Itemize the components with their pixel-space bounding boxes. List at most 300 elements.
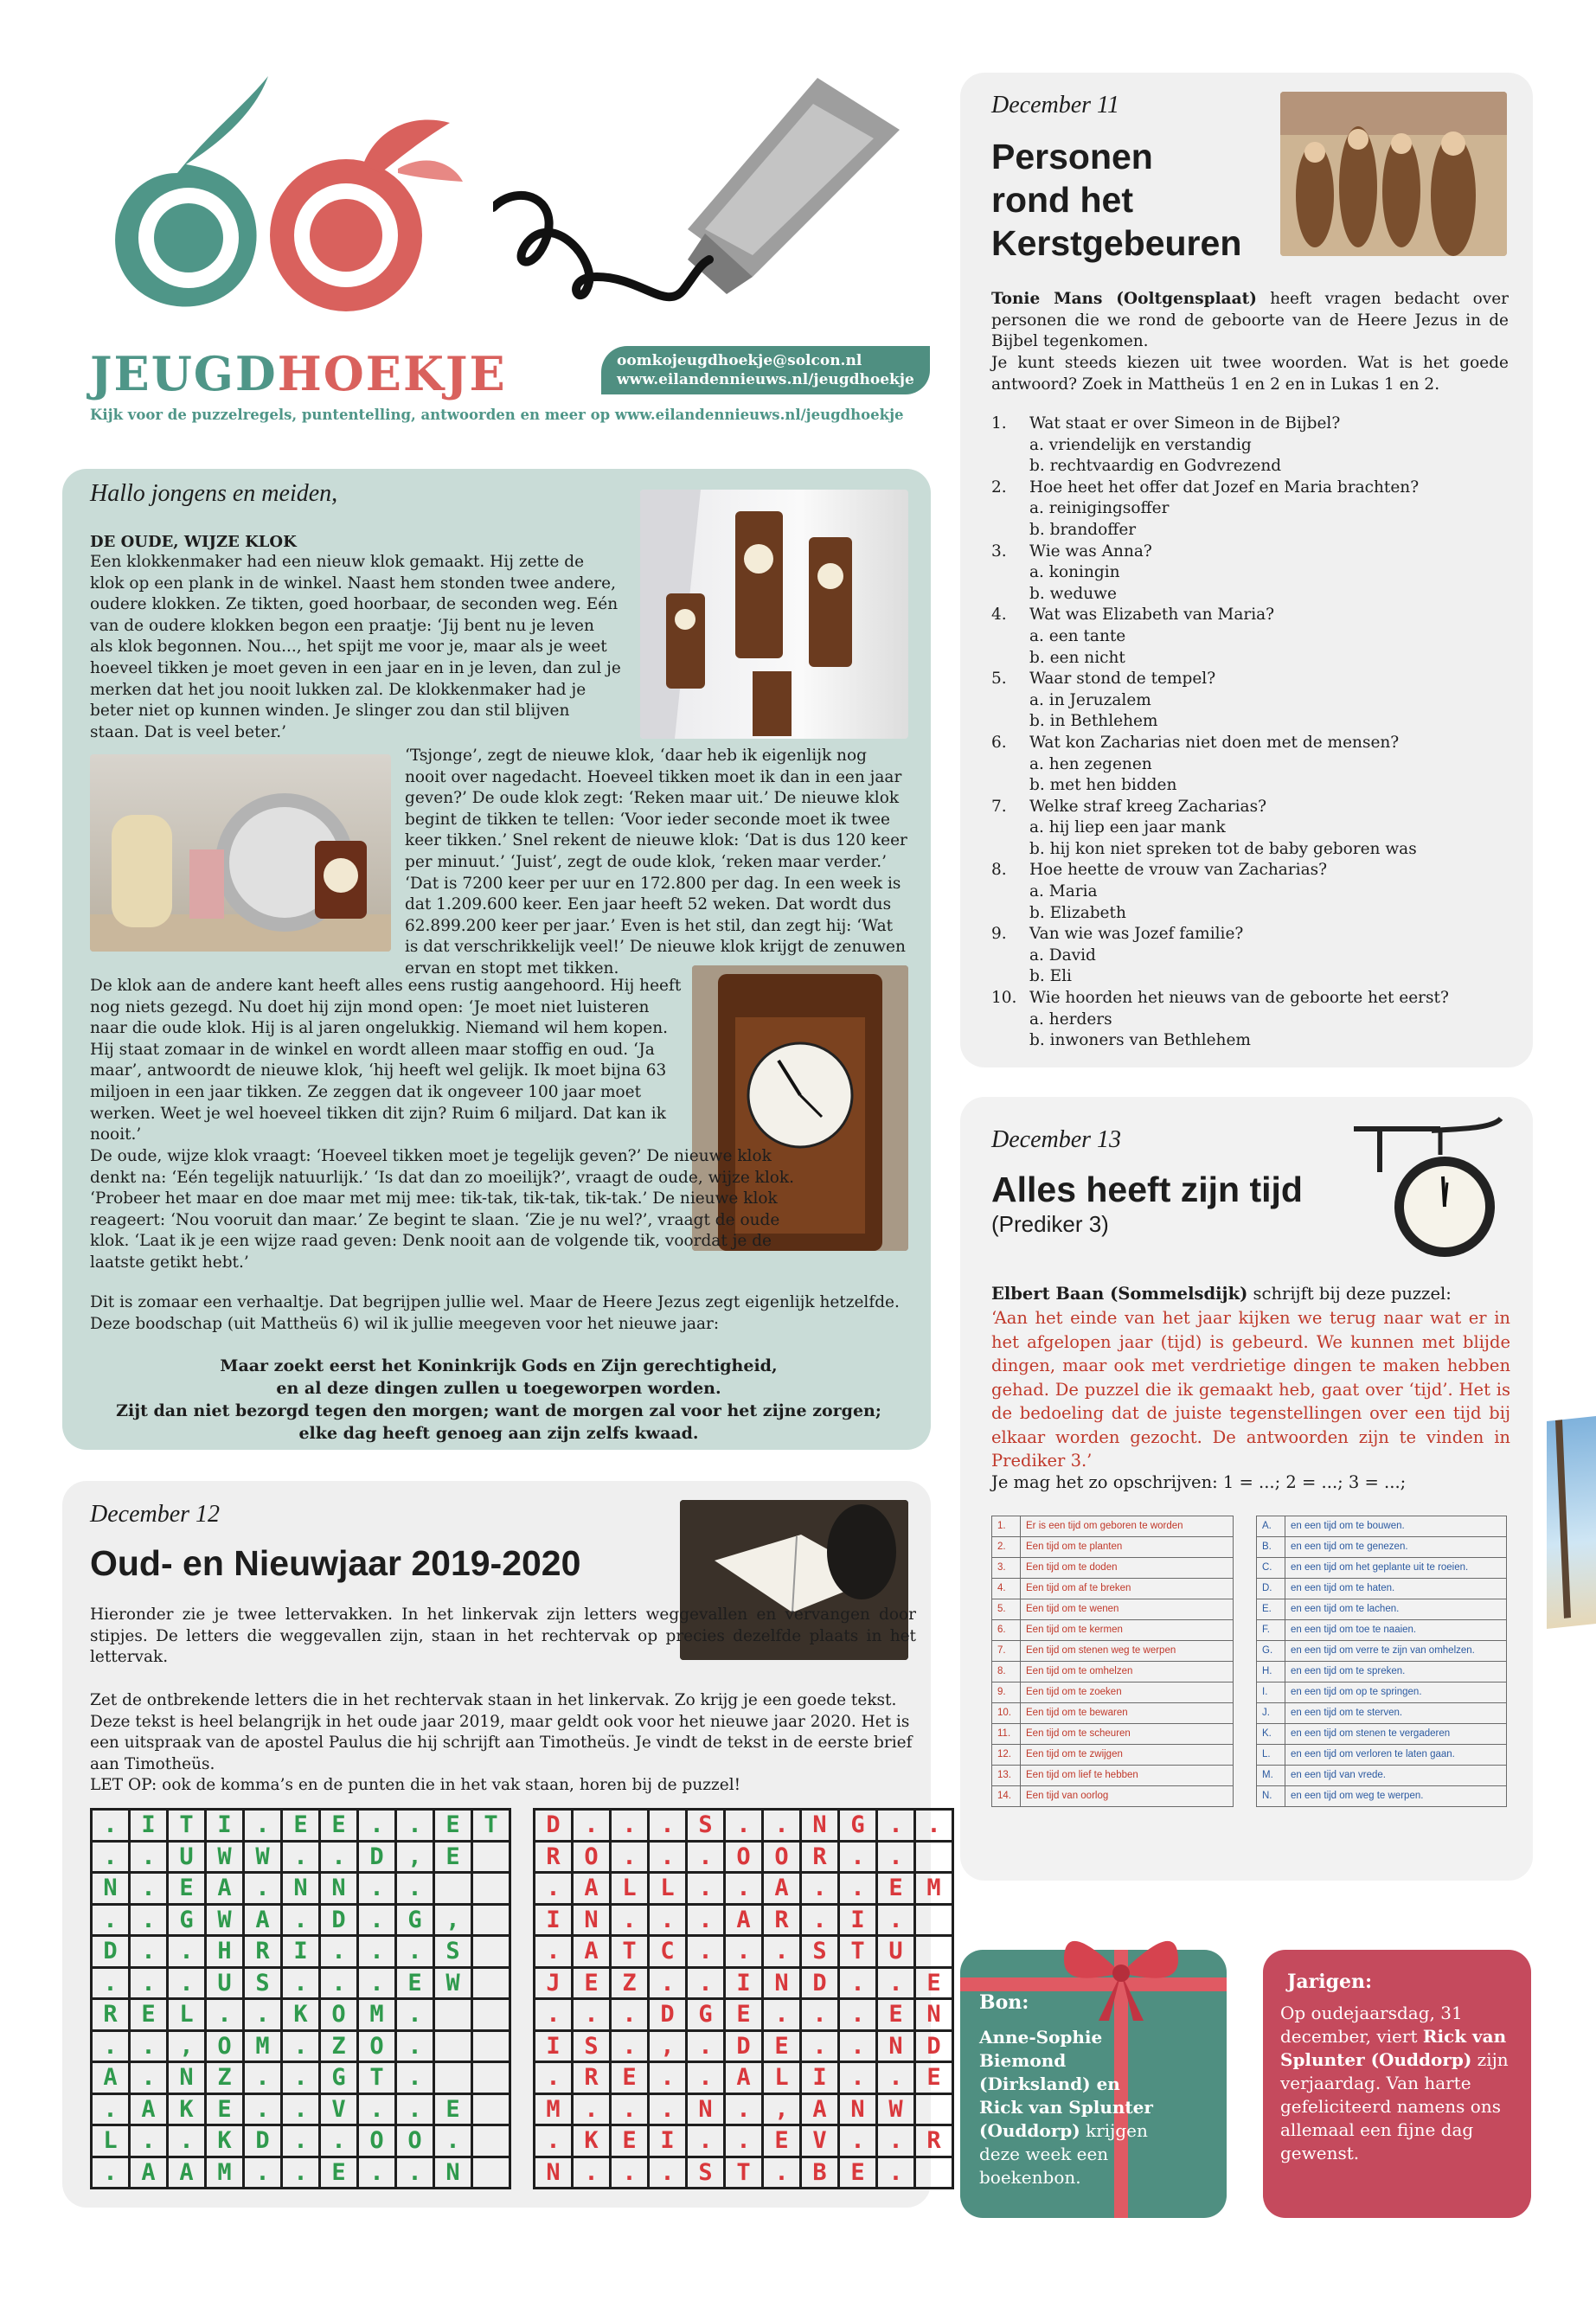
grid-cell[interactable]: . bbox=[130, 1936, 168, 1968]
grid-cell[interactable]: R bbox=[915, 2125, 953, 2157]
grid-cell[interactable] bbox=[915, 1904, 953, 1936]
grid-cell[interactable]: . bbox=[320, 2125, 358, 2157]
grid-cell[interactable]: I bbox=[839, 1904, 877, 1936]
grid-cell[interactable]: A bbox=[168, 2157, 206, 2189]
grid-cell[interactable]: . bbox=[244, 2093, 282, 2125]
grid-cell[interactable]: K bbox=[573, 2125, 611, 2157]
grid-cell[interactable]: K bbox=[206, 2125, 244, 2157]
grid-cell[interactable]: , bbox=[434, 1904, 472, 1936]
time-row-text: Een tijd om af te breken bbox=[1021, 1579, 1234, 1599]
option-b[interactable]: b. Eli bbox=[1029, 967, 1072, 986]
grid-cell[interactable]: . bbox=[801, 2030, 839, 2062]
time-row-text: Een tijd om stenen weg te werpen bbox=[1021, 1641, 1234, 1662]
grid-cell[interactable]: M bbox=[206, 2157, 244, 2189]
grid-cell[interactable]: . bbox=[92, 1841, 130, 1873]
grid-cell[interactable]: . bbox=[358, 1873, 396, 1905]
grid-cell[interactable]: . bbox=[358, 1967, 396, 1999]
grid-cell[interactable]: . bbox=[358, 1904, 396, 1936]
grid-cell[interactable]: . bbox=[611, 1999, 649, 2031]
grid-cell[interactable]: . bbox=[168, 1967, 206, 1999]
grid-cell[interactable]: A bbox=[206, 1873, 244, 1905]
grid-cell[interactable]: . bbox=[92, 1967, 130, 1999]
grid-cell[interactable]: W bbox=[877, 2093, 915, 2125]
grid-cell[interactable]: . bbox=[358, 1810, 396, 1842]
grid-cell[interactable] bbox=[915, 1841, 953, 1873]
grid-cell[interactable] bbox=[434, 2030, 472, 2062]
grid-cell[interactable]: Z bbox=[206, 2062, 244, 2094]
grid-cell[interactable]: A bbox=[130, 2093, 168, 2125]
grid-cell[interactable]: D bbox=[358, 1841, 396, 1873]
grid-cell[interactable]: . bbox=[573, 1999, 611, 2031]
grid-cell[interactable] bbox=[472, 1967, 510, 1999]
grid-cell[interactable]: . bbox=[649, 2157, 687, 2189]
grid-cell[interactable]: . bbox=[763, 1999, 801, 2031]
grid-cell[interactable]: . bbox=[396, 2157, 434, 2189]
grid-cell[interactable] bbox=[472, 1841, 510, 1873]
grid-cell[interactable]: . bbox=[320, 1967, 358, 1999]
grid-cell[interactable]: . bbox=[611, 2030, 649, 2062]
grid-cell[interactable]: . bbox=[396, 2093, 434, 2125]
grid-cell[interactable]: A bbox=[92, 2062, 130, 2094]
photo-wall-clocks bbox=[640, 490, 908, 739]
grid-cell[interactable]: N bbox=[687, 2093, 725, 2125]
grid-cell[interactable]: . bbox=[396, 2062, 434, 2094]
grid-cell[interactable]: . bbox=[535, 2125, 573, 2157]
grid-cell[interactable]: . bbox=[320, 1841, 358, 1873]
grid-cell[interactable]: N bbox=[92, 1873, 130, 1905]
grid-cell[interactable]: O bbox=[573, 1841, 611, 1873]
grid-cell[interactable]: E bbox=[877, 1999, 915, 2031]
grid-cell[interactable]: N bbox=[282, 1873, 320, 1905]
grid-cell[interactable]: T bbox=[472, 1810, 510, 1842]
grid-cell[interactable]: A bbox=[801, 2093, 839, 2125]
grid-cell[interactable]: K bbox=[282, 1999, 320, 2031]
grid-cell[interactable]: A bbox=[573, 1873, 611, 1905]
grid-cell[interactable]: E bbox=[611, 2125, 649, 2157]
grid-cell[interactable]: I bbox=[725, 1967, 763, 1999]
grid-cell[interactable]: G bbox=[687, 1999, 725, 2031]
grid-cell[interactable]: . bbox=[320, 1936, 358, 1968]
grid-cell[interactable]: N bbox=[168, 2062, 206, 2094]
grid-cell[interactable]: . bbox=[282, 2157, 320, 2189]
grid-cell[interactable]: . bbox=[206, 1999, 244, 2031]
grid-cell[interactable]: N bbox=[573, 1904, 611, 1936]
grid-cell[interactable]: W bbox=[206, 1841, 244, 1873]
grid-cell[interactable]: A bbox=[130, 2157, 168, 2189]
option-b[interactable]: b. weduwe bbox=[1029, 584, 1117, 603]
dec13-intro-rest: schrijft bij deze puzzel: bbox=[1247, 1284, 1452, 1304]
grid-cell[interactable]: R bbox=[535, 1841, 573, 1873]
grid-cell[interactable]: . bbox=[763, 1936, 801, 1968]
grid-cell[interactable]: . bbox=[839, 1841, 877, 1873]
grid-cell[interactable]: . bbox=[877, 2062, 915, 2094]
grid-cell[interactable]: . bbox=[396, 1810, 434, 1842]
grid-cell[interactable]: . bbox=[649, 2093, 687, 2125]
grid-cell[interactable] bbox=[472, 1873, 510, 1905]
grid-cell[interactable]: . bbox=[649, 1841, 687, 1873]
grid-cell[interactable]: . bbox=[611, 1841, 649, 1873]
grid-cell[interactable]: . bbox=[130, 1904, 168, 1936]
grid-cell[interactable]: N bbox=[535, 2157, 573, 2189]
grid-cell[interactable]: W bbox=[244, 1841, 282, 1873]
grid-cell[interactable]: . bbox=[687, 1873, 725, 1905]
grid-cell[interactable] bbox=[915, 2093, 953, 2125]
grid-cell[interactable]: S bbox=[434, 1936, 472, 1968]
grid-cell[interactable]: U bbox=[168, 1841, 206, 1873]
grid-cell[interactable]: A bbox=[573, 1936, 611, 1968]
grid-cell[interactable]: N bbox=[915, 1999, 953, 2031]
grid-cell[interactable]: . bbox=[92, 2093, 130, 2125]
grid-cell[interactable]: E bbox=[763, 2125, 801, 2157]
grid-cell[interactable]: N bbox=[763, 1967, 801, 1999]
grid-cell[interactable]: N bbox=[839, 2093, 877, 2125]
grid-cell[interactable]: U bbox=[877, 1936, 915, 1968]
grid-cell[interactable]: . bbox=[168, 2125, 206, 2157]
option-b[interactable]: b. met hen bidden bbox=[1029, 776, 1177, 795]
grid-cell[interactable]: G bbox=[839, 1810, 877, 1842]
grid-cell[interactable]: D bbox=[725, 2030, 763, 2062]
grid-cell[interactable] bbox=[472, 2030, 510, 2062]
grid-cell[interactable]: . bbox=[92, 1904, 130, 1936]
grid-cell[interactable]: I bbox=[130, 1810, 168, 1842]
grid-cell[interactable]: . bbox=[535, 1873, 573, 1905]
grid-cell[interactable]: . bbox=[801, 1873, 839, 1905]
grid-cell[interactable]: O bbox=[320, 1999, 358, 2031]
grid-cell[interactable]: W bbox=[434, 1967, 472, 1999]
grid-cell[interactable]: R bbox=[801, 1841, 839, 1873]
grid-cell[interactable]: E bbox=[434, 2093, 472, 2125]
grid-cell[interactable]: . bbox=[687, 1904, 725, 1936]
grid-cell[interactable]: . bbox=[396, 1936, 434, 1968]
grid-cell[interactable]: . bbox=[282, 2030, 320, 2062]
grid-cell[interactable]: D bbox=[92, 1936, 130, 1968]
grid-cell[interactable]: D bbox=[320, 1904, 358, 1936]
grid-cell[interactable] bbox=[472, 2125, 510, 2157]
grid-cell[interactable]: A bbox=[763, 1873, 801, 1905]
grid-cell[interactable]: J bbox=[535, 1967, 573, 1999]
contact-pill bbox=[601, 346, 930, 394]
grid-cell[interactable] bbox=[915, 2157, 953, 2189]
grid-cell[interactable]: A bbox=[725, 1904, 763, 1936]
quote-line-3: Zijt dan niet bezorgd tegen den morgen; want de morgen zal voor het zijne zorgen; bbox=[116, 1401, 881, 1420]
grid-cell[interactable]: . bbox=[92, 1810, 130, 1842]
grid-cell[interactable]: T bbox=[839, 1936, 877, 1968]
option-a[interactable]: a. vriendelijk en verstandig bbox=[1029, 435, 1252, 454]
option-b[interactable]: b. Elizabeth bbox=[1029, 903, 1126, 922]
grid-cell[interactable]: E bbox=[915, 2062, 953, 2094]
grid-cell[interactable]: . bbox=[687, 1936, 725, 1968]
grid-cell[interactable]: . bbox=[839, 2125, 877, 2157]
grid-cell[interactable]: . bbox=[282, 2093, 320, 2125]
grid-cell[interactable]: . bbox=[244, 1873, 282, 1905]
grid-cell[interactable] bbox=[472, 1999, 510, 2031]
grid-cell[interactable]: L bbox=[611, 1873, 649, 1905]
grid-cell[interactable]: . bbox=[130, 1967, 168, 1999]
grid-cell[interactable] bbox=[915, 1936, 953, 1968]
grid-cell[interactable] bbox=[472, 1904, 510, 1936]
grid-cell[interactable]: L bbox=[168, 1999, 206, 2031]
grid-cell[interactable] bbox=[434, 2062, 472, 2094]
option-a[interactable]: a. David bbox=[1029, 945, 1096, 965]
grid-cell[interactable]: . bbox=[573, 1810, 611, 1842]
grid-cell[interactable]: R bbox=[573, 2062, 611, 2094]
grid-row bbox=[92, 2062, 510, 2094]
option-b[interactable]: b. een nicht bbox=[1029, 648, 1125, 667]
grid-cell[interactable]: . bbox=[649, 1904, 687, 1936]
grid-cell[interactable]: . bbox=[877, 2125, 915, 2157]
grid-cell[interactable]: A bbox=[725, 2062, 763, 2094]
grid-cell[interactable]: M bbox=[915, 1873, 953, 1905]
grid-cell[interactable]: . bbox=[130, 2030, 168, 2062]
grid-cell[interactable]: . bbox=[535, 2062, 573, 2094]
dec12-para-2: Zet de ontbrekende letters die in het rechtervak staan in het linkervak. Zo krijg je een goede tekst. Deze tekst is heel belangrijk in het oude jaar 2019, maar geldt ook voor het nieuwe jaar 2020. Het is een uitspraak van de apostel Paulus die hij schrijft aan Timotheüs. Je vindt de tekst in de eerste brief aan Timotheüs. bbox=[90, 1691, 913, 1773]
time-row bbox=[1257, 1558, 1507, 1579]
option-b[interactable]: b. hij kon niet spreken tot de baby geboren was bbox=[1029, 839, 1417, 858]
grid-cell[interactable]: . bbox=[282, 2125, 320, 2157]
option-a[interactable]: a. herders bbox=[1029, 1009, 1112, 1029]
grid-cell[interactable] bbox=[472, 1936, 510, 1968]
grid-cell[interactable]: O bbox=[396, 2125, 434, 2157]
grid-cell[interactable]: . bbox=[763, 1810, 801, 1842]
grid-cell[interactable]: N bbox=[434, 2157, 472, 2189]
grid-cell[interactable]: . bbox=[168, 1936, 206, 1968]
grid-cell[interactable]: M bbox=[535, 2093, 573, 2125]
grid-cell[interactable]: E bbox=[611, 2062, 649, 2094]
brand-left: JEUGD bbox=[90, 346, 278, 401]
grid-cell[interactable]: . bbox=[611, 2157, 649, 2189]
grid-cell[interactable]: . bbox=[130, 2062, 168, 2094]
grid-cell[interactable]: N bbox=[320, 1873, 358, 1905]
grid-cell[interactable]: . bbox=[244, 1999, 282, 2031]
grid-cell[interactable]: M bbox=[244, 2030, 282, 2062]
option-a[interactable]: a. een tante bbox=[1029, 626, 1126, 645]
grid-cell[interactable]: . bbox=[244, 2157, 282, 2189]
grid-cell[interactable]: . bbox=[611, 2093, 649, 2125]
grid-cell[interactable]: I bbox=[206, 1810, 244, 1842]
grid-cell[interactable]: . bbox=[535, 1999, 573, 2031]
option-a[interactable]: a. hen zegenen bbox=[1029, 754, 1152, 773]
grid-cell[interactable]: G bbox=[320, 2062, 358, 2094]
question-item bbox=[991, 605, 1510, 669]
grid-cell[interactable]: . bbox=[687, 1967, 725, 1999]
grid-cell[interactable]: E bbox=[763, 2030, 801, 2062]
grid-cell[interactable]: E bbox=[877, 1873, 915, 1905]
grid-cell[interactable]: S bbox=[687, 2157, 725, 2189]
grid-cell[interactable]: . bbox=[282, 1967, 320, 1999]
grid-cell[interactable]: E bbox=[434, 1810, 472, 1842]
grid-cell[interactable]: L bbox=[649, 1873, 687, 1905]
grid-cell[interactable]: R bbox=[763, 1904, 801, 1936]
grid-cell[interactable]: . bbox=[92, 2030, 130, 2062]
grid-cell[interactable]: K bbox=[168, 2093, 206, 2125]
grid-cell[interactable]: . bbox=[244, 1810, 282, 1842]
question-item bbox=[991, 860, 1510, 924]
grid-cell[interactable] bbox=[434, 1873, 472, 1905]
grid-cell[interactable]: L bbox=[763, 2062, 801, 2094]
grid-cell[interactable]: D bbox=[244, 2125, 282, 2157]
grid-cell[interactable]: . bbox=[358, 1936, 396, 1968]
option-b[interactable]: b. in Bethlehem bbox=[1029, 712, 1158, 731]
grid-cell[interactable]: , bbox=[396, 1841, 434, 1873]
grid-cell[interactable]: . bbox=[130, 1841, 168, 1873]
grid-cell[interactable]: . bbox=[92, 2157, 130, 2189]
grid-cell[interactable]: . bbox=[649, 2062, 687, 2094]
grid-cell[interactable]: . bbox=[573, 2093, 611, 2125]
grid-cell[interactable]: E bbox=[434, 1841, 472, 1873]
grid-cell[interactable]: , bbox=[763, 2093, 801, 2125]
grid-cell[interactable]: . bbox=[877, 1967, 915, 1999]
grid-cell[interactable]: N bbox=[801, 1810, 839, 1842]
grid-cell[interactable]: G bbox=[396, 1904, 434, 1936]
grid-cell[interactable]: . bbox=[877, 1810, 915, 1842]
grid-cell[interactable] bbox=[434, 1999, 472, 2031]
option-a[interactable]: a. in Jeruzalem bbox=[1029, 690, 1151, 709]
grid-cell[interactable]: I bbox=[535, 1904, 573, 1936]
grid-cell[interactable]: E bbox=[168, 1873, 206, 1905]
grid-cell[interactable]: I bbox=[282, 1936, 320, 1968]
grid-cell[interactable]: D bbox=[801, 1967, 839, 1999]
grid-cell[interactable]: . bbox=[877, 1841, 915, 1873]
grid-cell[interactable]: . bbox=[839, 1873, 877, 1905]
grid-cell[interactable]: N bbox=[877, 2030, 915, 2062]
grid-cell[interactable]: D bbox=[915, 2030, 953, 2062]
grid-cell[interactable]: O bbox=[206, 2030, 244, 2062]
grid-cell[interactable]: O bbox=[358, 2030, 396, 2062]
grid-cell[interactable]: V bbox=[320, 2093, 358, 2125]
grid-cell[interactable]: . bbox=[244, 2062, 282, 2094]
grid-cell[interactable]: . bbox=[434, 2125, 472, 2157]
grid-cell[interactable]: . bbox=[130, 1873, 168, 1905]
grid-cell[interactable]: , bbox=[168, 2030, 206, 2062]
grid-cell[interactable]: U bbox=[206, 1967, 244, 1999]
grid-cell[interactable]: . bbox=[573, 2157, 611, 2189]
grid-cell[interactable]: . bbox=[725, 2093, 763, 2125]
option-a[interactable]: a. Maria bbox=[1029, 882, 1098, 901]
grid-cell[interactable]: S bbox=[573, 2030, 611, 2062]
grid-cell[interactable]: . bbox=[801, 1904, 839, 1936]
grid-cell[interactable]: R bbox=[244, 1936, 282, 1968]
grid-cell[interactable]: . bbox=[763, 2157, 801, 2189]
grid-cell[interactable]: C bbox=[649, 1936, 687, 1968]
grid-cell[interactable]: T bbox=[611, 1936, 649, 1968]
time-row-number: 4. bbox=[992, 1579, 1021, 1599]
grid-cell[interactable]: M bbox=[358, 1999, 396, 2031]
grid-cell[interactable]: . bbox=[649, 1967, 687, 1999]
question-line bbox=[991, 797, 1510, 818]
grid-cell[interactable] bbox=[472, 2062, 510, 2094]
grid-cell[interactable]: Z bbox=[320, 2030, 358, 2062]
grid-cell[interactable]: . bbox=[611, 1904, 649, 1936]
grid-cell[interactable]: . bbox=[801, 1999, 839, 2031]
grid-cell[interactable]: . bbox=[725, 1873, 763, 1905]
grid-cell[interactable]: . bbox=[396, 2030, 434, 2062]
option-b[interactable]: b. rechtvaardig en Godvrezend bbox=[1029, 457, 1282, 476]
grid-cell[interactable]: . bbox=[915, 1810, 953, 1842]
grid-cell[interactable]: . bbox=[877, 2157, 915, 2189]
grid-cell[interactable]: . bbox=[358, 2093, 396, 2125]
grid-cell[interactable]: H bbox=[206, 1936, 244, 1968]
grid-cell[interactable]: I bbox=[649, 2125, 687, 2157]
grid-cell[interactable]: . bbox=[839, 2030, 877, 2062]
grid-cell[interactable] bbox=[472, 2157, 510, 2189]
grid-cell[interactable]: I bbox=[801, 2062, 839, 2094]
dec11-date: December 11 bbox=[991, 92, 1119, 119]
grid-cell[interactable]: E bbox=[915, 1967, 953, 1999]
grid-cell[interactable]: E bbox=[839, 2157, 877, 2189]
grid-cell[interactable]: . bbox=[396, 1999, 434, 2031]
grid-cell[interactable]: . bbox=[130, 2125, 168, 2157]
grid-cell[interactable]: T bbox=[358, 2062, 396, 2094]
grid-cell[interactable]: . bbox=[535, 1936, 573, 1968]
grid-cell[interactable]: T bbox=[725, 2157, 763, 2189]
grid-cell[interactable]: Z bbox=[611, 1967, 649, 1999]
option-a[interactable]: a. koningin bbox=[1029, 563, 1120, 582]
grid-cell[interactable]: . bbox=[282, 1904, 320, 1936]
grid-cell[interactable]: E bbox=[206, 2093, 244, 2125]
grid-cell[interactable]: . bbox=[649, 1810, 687, 1842]
grid-cell[interactable]: E bbox=[396, 1967, 434, 1999]
grid-cell[interactable]: S bbox=[244, 1967, 282, 1999]
grid-cell[interactable]: B bbox=[801, 2157, 839, 2189]
grid-cell[interactable]: E bbox=[320, 1810, 358, 1842]
grid-cell[interactable] bbox=[472, 2093, 510, 2125]
grid-cell[interactable]: . bbox=[839, 2062, 877, 2094]
grid-cell[interactable]: . bbox=[725, 2125, 763, 2157]
grid-cell[interactable]: , bbox=[649, 2030, 687, 2062]
grid-cell[interactable]: D bbox=[649, 1999, 687, 2031]
grid-cell[interactable]: O bbox=[763, 1841, 801, 1873]
grid-cell[interactable]: E bbox=[282, 1810, 320, 1842]
grid-cell[interactable]: R bbox=[92, 1999, 130, 2031]
grid-cell[interactable]: . bbox=[396, 1873, 434, 1905]
grid-cell[interactable]: I bbox=[535, 2030, 573, 2062]
grid-cell[interactable]: . bbox=[282, 2062, 320, 2094]
option-b[interactable]: b. inwoners van Bethlehem bbox=[1029, 1031, 1251, 1050]
grid-cell[interactable]: W bbox=[206, 1904, 244, 1936]
grid-cell[interactable]: . bbox=[687, 1841, 725, 1873]
grid-cell[interactable]: . bbox=[611, 1810, 649, 1842]
grid-cell[interactable]: . bbox=[839, 1967, 877, 1999]
grid-cell[interactable]: D bbox=[535, 1810, 573, 1842]
option-a[interactable]: a. reinigingsoffer bbox=[1029, 499, 1170, 518]
grid-cell[interactable]: L bbox=[92, 2125, 130, 2157]
grid-cell[interactable]: . bbox=[282, 1841, 320, 1873]
grid-cell[interactable]: . bbox=[877, 1904, 915, 1936]
grid-cell[interactable]: . bbox=[725, 1936, 763, 1968]
grid-cell[interactable]: A bbox=[244, 1904, 282, 1936]
grid-cell[interactable]: . bbox=[358, 2157, 396, 2189]
grid-cell[interactable]: . bbox=[687, 2062, 725, 2094]
grid-cell[interactable]: E bbox=[725, 1999, 763, 2031]
grid-cell[interactable]: S bbox=[687, 1810, 725, 1842]
grid-cell[interactable]: . bbox=[839, 1999, 877, 2031]
grid-cell[interactable]: G bbox=[168, 1904, 206, 1936]
grid-cell[interactable]: T bbox=[168, 1810, 206, 1842]
grid-cell[interactable]: O bbox=[358, 2125, 396, 2157]
option-b[interactable]: b. brandoffer bbox=[1029, 520, 1137, 539]
grid-cell[interactable]: S bbox=[801, 1936, 839, 1968]
grid-cell[interactable]: . bbox=[687, 2125, 725, 2157]
grid-cell[interactable]: O bbox=[725, 1841, 763, 1873]
grid-cell[interactable]: . bbox=[687, 2030, 725, 2062]
grid-cell[interactable]: . bbox=[725, 1810, 763, 1842]
grid-cell[interactable]: E bbox=[573, 1967, 611, 1999]
grid-cell[interactable]: E bbox=[130, 1999, 168, 2031]
option-a[interactable]: a. hij liep een jaar mank bbox=[1029, 818, 1226, 837]
grid-cell[interactable]: V bbox=[801, 2125, 839, 2157]
bon-text bbox=[979, 2026, 1170, 2189]
grid-cell[interactable]: E bbox=[320, 2157, 358, 2189]
